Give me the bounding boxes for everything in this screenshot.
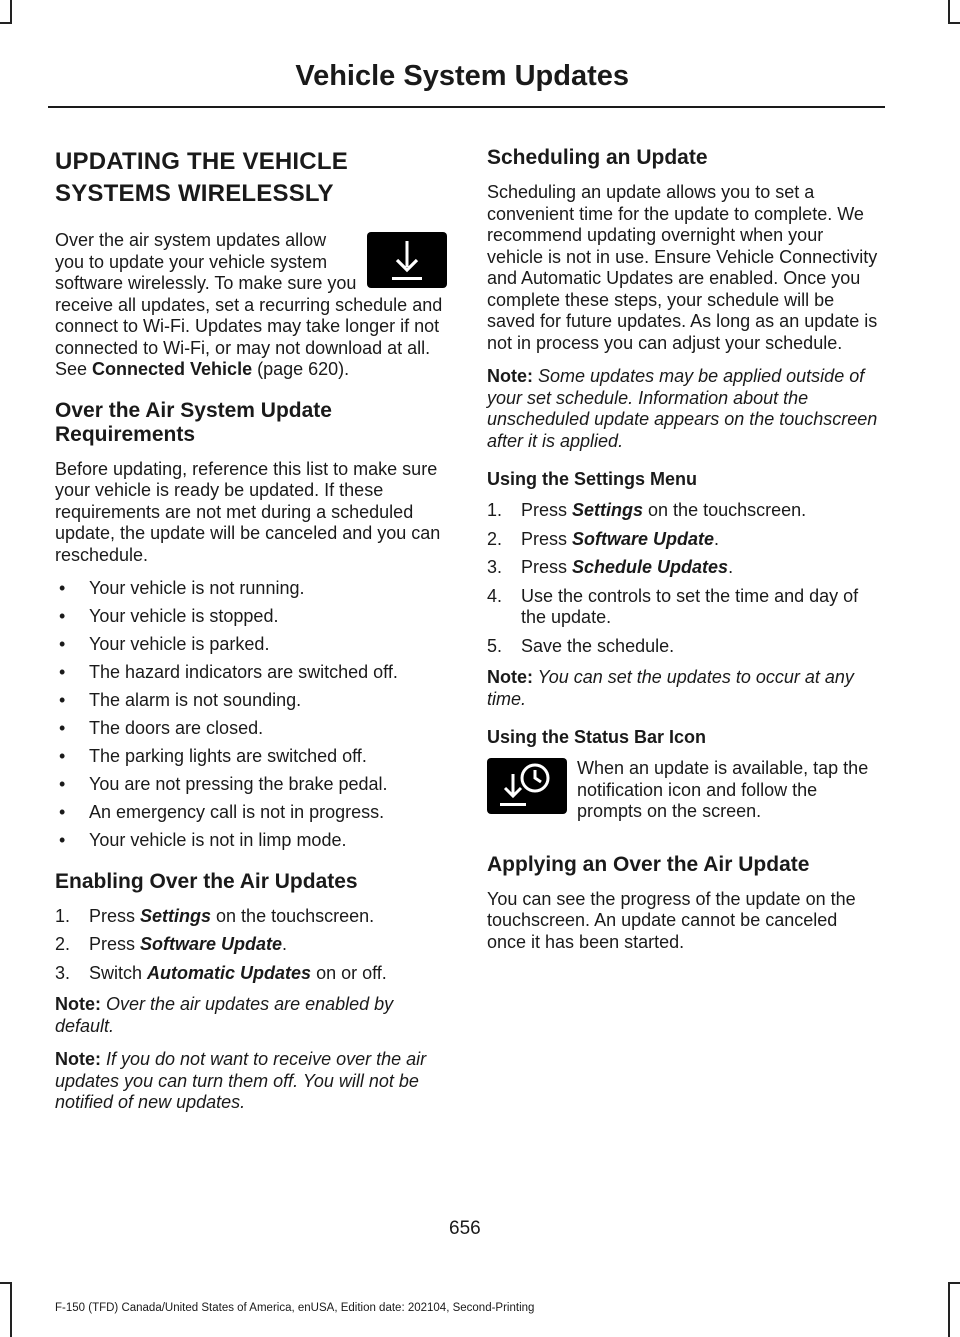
crop-mark [10,0,12,22]
step-item: 5. Save the schedule. [487,635,675,656]
list-item: • An emergency call is not in progress. [59,802,385,822]
list-item: • Your vehicle is not in limp mode. [59,830,347,850]
crop-mark [948,22,960,24]
list-item: • The doors are closed. [59,718,264,738]
list-item: • The hazard indicators are switched off. [59,662,398,682]
header-divider [48,106,885,108]
step-item: 1. Press Settings on the touchscreen. [487,500,807,520]
step-item: 2. Press Software Update. [55,934,288,954]
step-item: 2. Press Software Update. [487,528,720,549]
settings-menu-heading: Using the Settings Menu [487,469,698,489]
enable-heading: Enabling Over the Air Updates [55,869,358,893]
note-unscheduled: Note: Some updates may be applied outside of your set schedule. Information about the unscheduled update appears on the touchscreen after it is applied. [487,366,878,451]
note-anytime: Note: You can set the updates to occur at any time. [487,667,854,709]
note-turn-off: Note: If you do not want to receive over the air updates you can turn them off. You will not be notified of new updates. [55,1049,427,1112]
step-item: 3. Press Schedule Updates. [487,557,734,577]
connected-vehicle-link[interactable]: Connected Vehicle [92,359,253,379]
step-item: 1. Press Settings on the touchscreen. [55,905,375,926]
schedule-steps [487,500,879,657]
crop-mark [0,22,12,24]
apply-text: You can see the progress of the update on the touchscreen. An update cannot be canceled once it has been started. [487,888,856,952]
crop-mark [948,1282,960,1284]
status-bar-text: When an update is available, tap the notification icon and follow the prompts on the screen. [577,758,869,821]
crop-mark [10,1282,12,1337]
note-default: Note: Over the air updates are enabled by default. [55,994,394,1036]
schedule-text: Scheduling an update allows you to set a convenient time for the update to complete. We recommend updating overnight when your vehicle is not in use. Ensure Vehicle Connectivity and Automatic Updates are enabled. Once you complete these steps, your schedule will be saved for future updates. As long as an update is not in process you can adjust your schedule. [487,182,878,353]
intro-paragraph: Over the air system updates allow you to update your vehicle system software wirelessly. To make sure you receive all updates, set a recurring schedule and connect to Wi-Fi. Updates may take longer if not connected to Wi-Fi, or may not download at all. See Connected Vehicle (page 620). [55,230,443,379]
schedule-heading: Scheduling an Update [487,146,708,169]
scheduled-download-icon [487,758,567,814]
requirements-text: Before updating, reference this list to make sure your vehicle is ready be updated. If these requirements are not met during a scheduled update, the update will be canceled and you can reschedule. [55,458,441,565]
section-title: UPDATING THE VEHICLE SYSTEMS WIRELESSLY [55,148,348,207]
requirements-list [55,578,447,852]
requirements-heading: Over the Air System Update Requirements [55,398,332,446]
left-column [55,140,447,1126]
list-item: • Your vehicle is stopped. [59,606,279,626]
crop-mark [948,0,950,22]
page-header-title: Vehicle System Updates [295,60,629,92]
crop-mark [0,1282,12,1284]
edition-footer: F-150 (TFD) Canada/United States of America, enUSA, Edition date: 202104, Second-Printing [55,1302,535,1314]
enable-steps [55,906,447,985]
list-item: • Your vehicle is not running. [59,578,305,598]
right-column [487,140,879,965]
status-bar-heading: Using the Status Bar Icon [487,727,707,747]
list-item: • The parking lights are switched off. [59,746,367,766]
list-item: • Your vehicle is parked. [59,634,270,654]
list-item: • The alarm is not sounding. [59,690,302,710]
step-item: 3. Switch Automatic Updates on or off. [55,962,387,983]
list-item: • You are not pressing the brake pedal. [59,774,388,794]
download-icon [367,232,447,288]
step-item: 4. Use the controls to set the time and day of the update. [487,585,859,627]
crop-mark [948,1282,950,1337]
apply-heading: Applying an Over the Air Update [487,852,810,876]
